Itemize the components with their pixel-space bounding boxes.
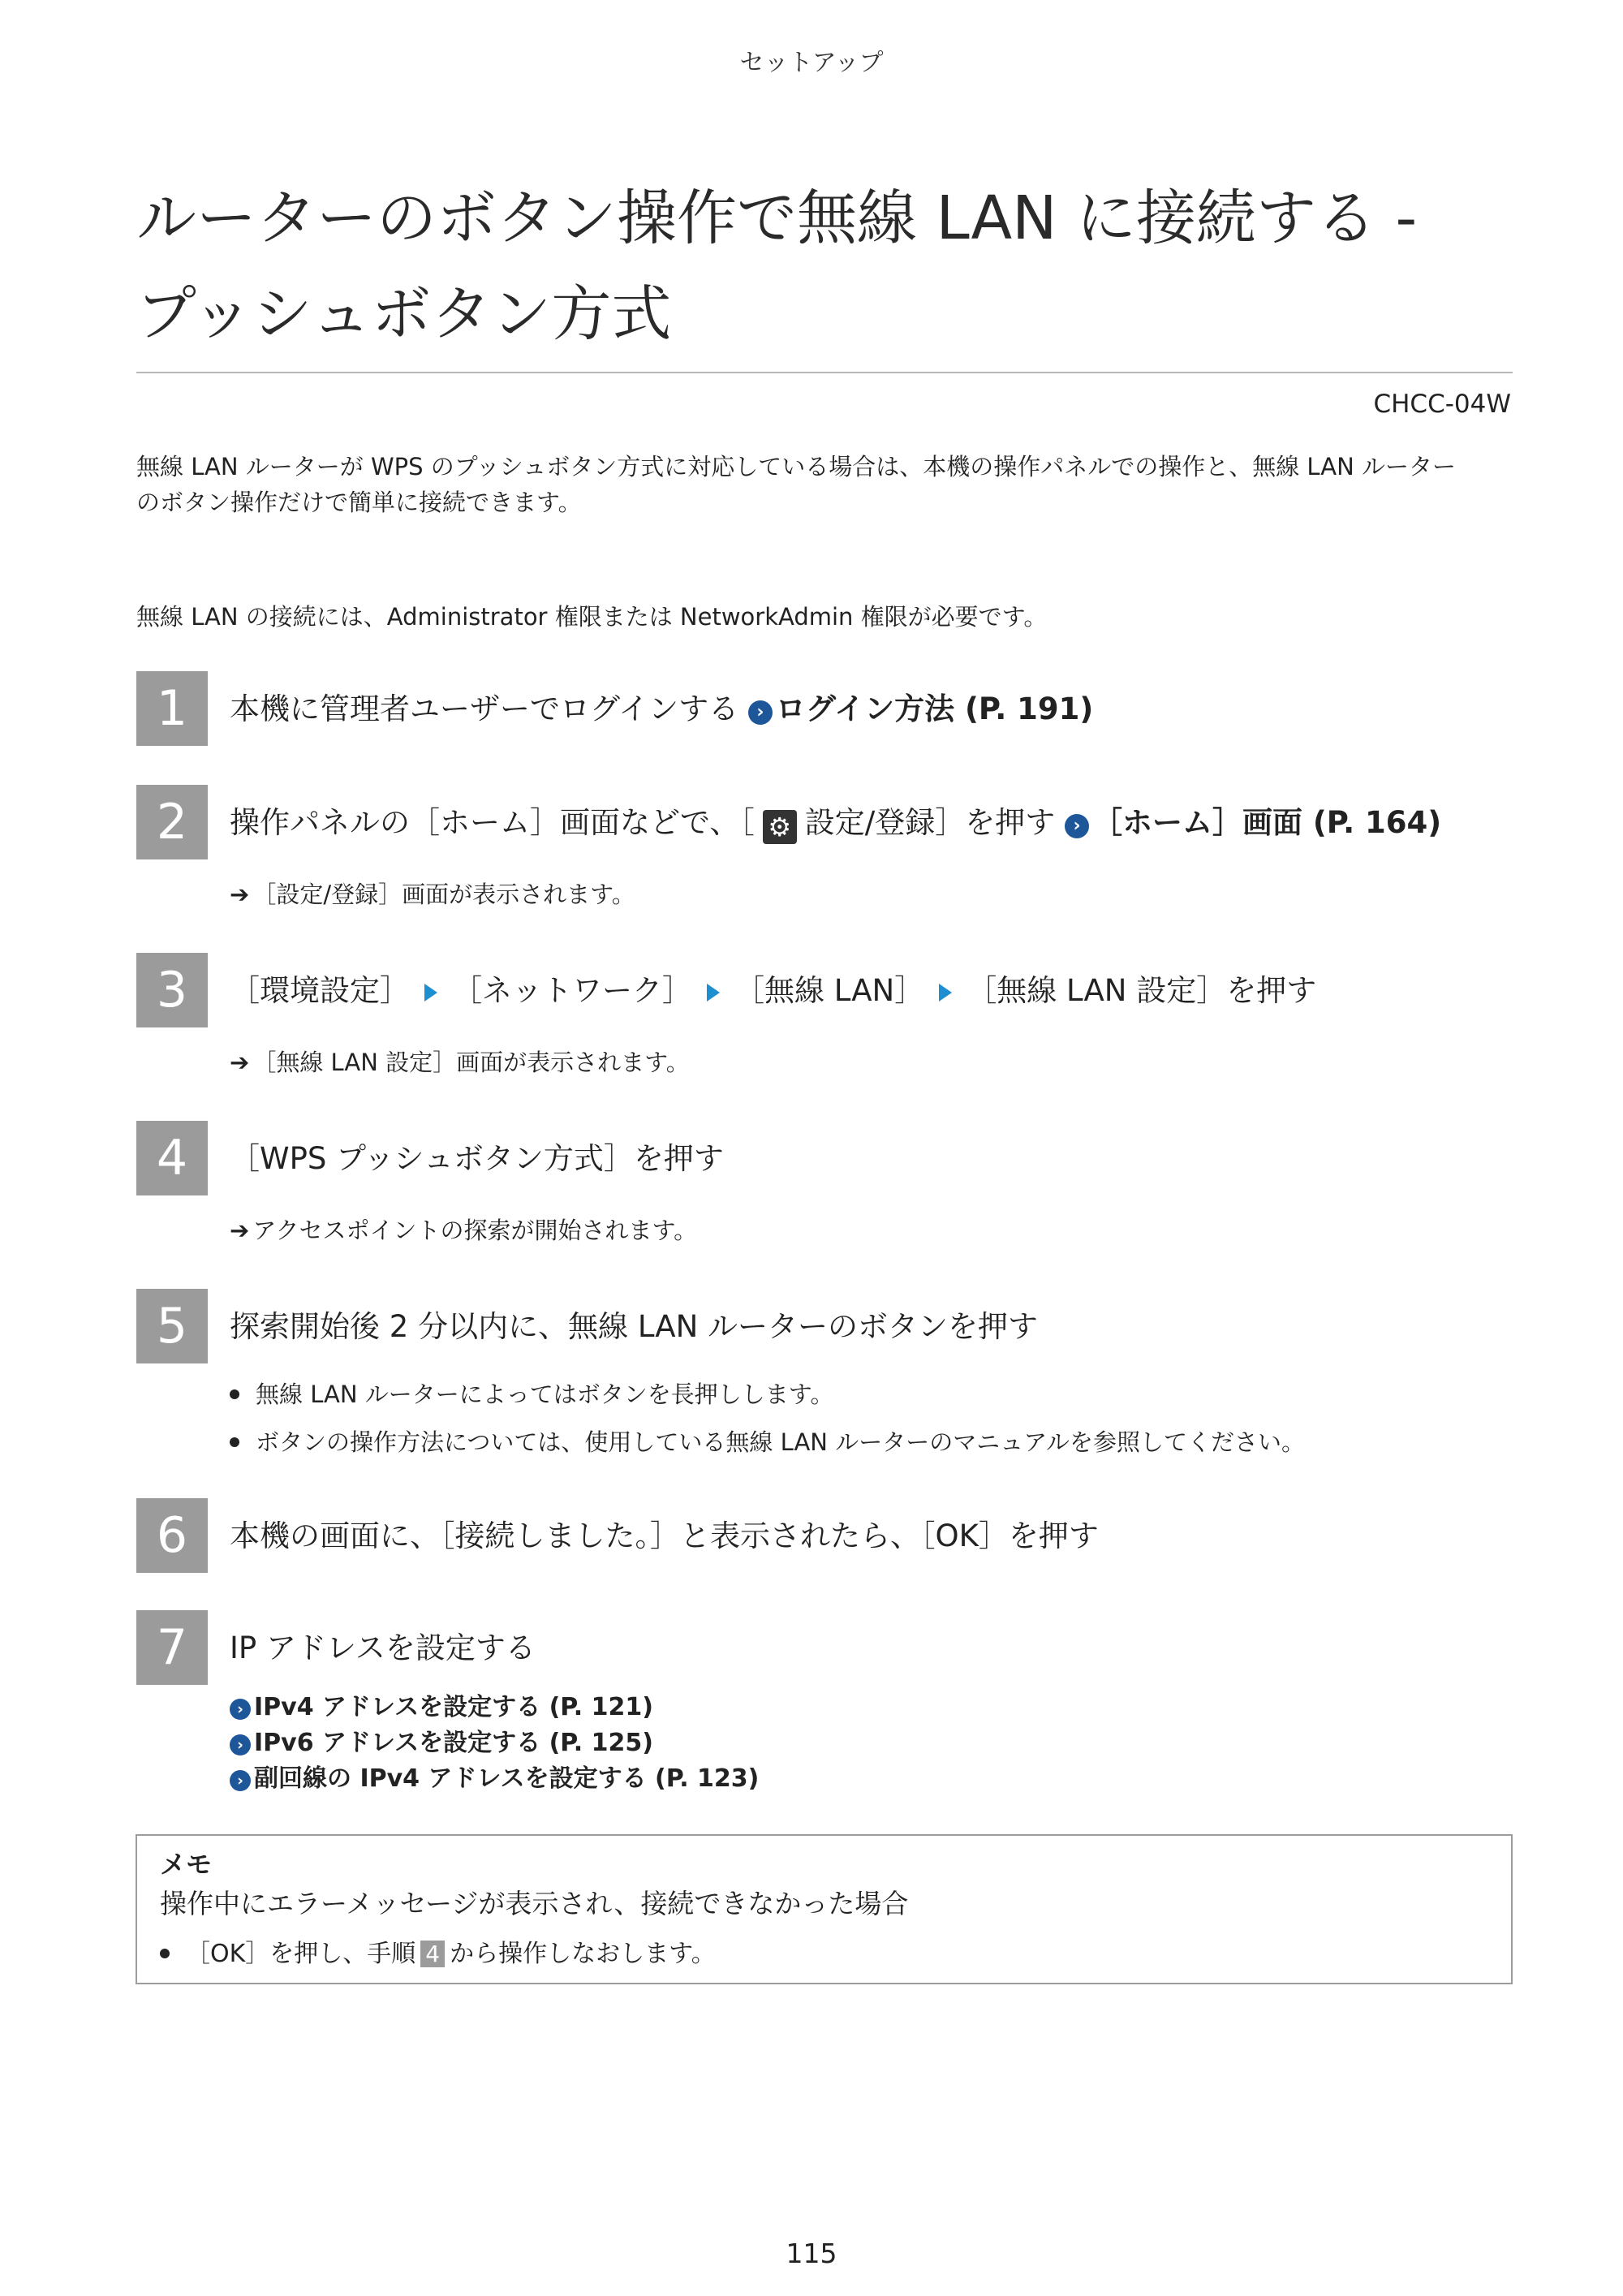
step-5 — [230, 1306, 1038, 1348]
step-number-6: 6 — [136, 1498, 208, 1573]
step-3-result-text: ［無線 LAN 設定］画面が表示されます。 — [252, 1049, 690, 1076]
title-divider — [136, 372, 1513, 373]
step-2-text-before: 操作パネルの［ホーム］画面などで、［ — [230, 805, 755, 840]
page-title-line1: ルーターのボタン操作で無線 LAN に接続する - — [136, 183, 1418, 253]
result-arrow-icon: ➔ — [230, 881, 250, 908]
step-5-bullet-1 — [230, 1376, 833, 1410]
link-arrow-icon: › — [748, 700, 773, 725]
step-4-text: ［WPS プッシュボタン方式］を押す — [230, 1141, 724, 1176]
step-7-link-2[interactable] — [230, 1722, 653, 1758]
intro-line1: 無線 LAN ルーターが WPS のプッシュボタン方式に対応している場合は、本機の操作パネルでの操作と、無線 LAN ルーター — [136, 453, 1456, 480]
step-4 — [230, 1138, 724, 1180]
running-header: セットアップ — [739, 49, 884, 77]
intro-paragraph — [136, 449, 1516, 520]
gear-icon: ⚙ — [763, 810, 797, 844]
menu-arrow-icon — [939, 984, 952, 1002]
step-4-result-text: アクセスポイントの探索が開始されます。 — [252, 1217, 698, 1244]
memo-item — [160, 1933, 716, 1969]
step-6-text: 本機の画面に、［接続しました。］と表示されたら、［OK］を押す — [230, 1518, 1099, 1553]
step-number-2: 2 — [136, 785, 208, 859]
step-1 — [230, 688, 1093, 730]
step-3 — [230, 970, 1316, 1012]
page-title — [136, 170, 1516, 362]
link-arrow-icon: › — [230, 1734, 251, 1755]
permission-note: 無線 LAN の接続には、Administrator 権限または NetworkAdmin 権限が必要です。 — [136, 603, 1048, 631]
page-number: 115 — [786, 2238, 837, 2269]
step-7-link-1[interactable] — [230, 1686, 653, 1722]
step-4-result — [230, 1213, 697, 1246]
step-number-4: 4 — [136, 1121, 208, 1195]
step-number-7: 7 — [136, 1610, 208, 1685]
step-3-item-2: ［ネットワーク］ — [452, 973, 692, 1008]
step-5-text: 探索開始後 2 分以内に、無線 LAN ルーターのボタンを押す — [230, 1309, 1039, 1344]
menu-arrow-icon — [707, 984, 720, 1002]
step-5-bullet-1-text: 無線 LAN ルーターによってはボタンを長押しします。 — [256, 1381, 834, 1408]
intro-line2: のボタン操作だけで簡単に接続できます。 — [136, 489, 582, 516]
step-2-result-text: ［設定/登録］画面が表示されます。 — [252, 881, 635, 908]
step-7-link-1-text[interactable]: IPv4 アドレスを設定する (P. 121) — [254, 1693, 653, 1721]
step-2-result — [230, 877, 635, 910]
memo-item-before: ［OK］を押し、手順 — [186, 1940, 416, 1968]
page-title-line2: プッシュボタン方式 — [136, 279, 672, 349]
step-1-text: 本機に管理者ユーザーでログインする — [230, 691, 739, 726]
step-2-text-after: 設定/登録］を押す — [804, 805, 1056, 840]
step-number-3: 3 — [136, 953, 208, 1027]
step-3-item-4: ［無線 LAN 設定］を押す — [966, 973, 1317, 1008]
step-2-link[interactable]: ［ホーム］画面 (P. 164) — [1092, 805, 1442, 840]
step-6 — [230, 1515, 1099, 1557]
step-7-link-2-text[interactable]: IPv6 アドレスを設定する (P. 125) — [254, 1729, 653, 1757]
step-7 — [230, 1627, 536, 1669]
link-arrow-icon: › — [230, 1699, 251, 1720]
step-5-bullet-2 — [230, 1424, 1305, 1458]
memo-step-ref: 4 — [420, 1941, 445, 1967]
link-arrow-icon: › — [1065, 814, 1089, 838]
step-2 — [230, 802, 1441, 844]
step-3-result — [230, 1045, 690, 1078]
step-1-link[interactable]: ログイン方法 (P. 191) — [775, 691, 1094, 726]
step-7-text: IP アドレスを設定する — [230, 1630, 536, 1665]
bullet-icon — [230, 1437, 239, 1447]
result-arrow-icon: ➔ — [230, 1049, 250, 1076]
bullet-icon — [160, 1949, 170, 1958]
step-3-item-1: ［環境設定］ — [230, 973, 410, 1008]
memo-title: メモ — [160, 1849, 213, 1880]
menu-arrow-icon — [424, 984, 437, 1002]
step-7-link-3[interactable] — [230, 1758, 759, 1794]
step-number-1: 1 — [136, 671, 208, 746]
bullet-icon — [230, 1389, 239, 1399]
result-arrow-icon: ➔ — [230, 1217, 250, 1244]
memo-subtitle: 操作中にエラーメッセージが表示され、接続できなかった場合 — [160, 1888, 909, 1919]
step-5-bullet-2-text: ボタンの操作方法については、使用している無線 LAN ルーターのマニュアルを参照してください。 — [256, 1428, 1306, 1456]
step-3-item-3: ［無線 LAN］ — [734, 973, 925, 1008]
step-7-link-3-text[interactable]: 副回線の IPv4 アドレスを設定する (P. 123) — [254, 1764, 760, 1793]
link-arrow-icon: › — [230, 1770, 251, 1791]
memo-item-after: から操作しなおします。 — [450, 1940, 716, 1968]
step-number-5: 5 — [136, 1289, 208, 1363]
document-id: CHCC-04W — [1373, 390, 1511, 419]
